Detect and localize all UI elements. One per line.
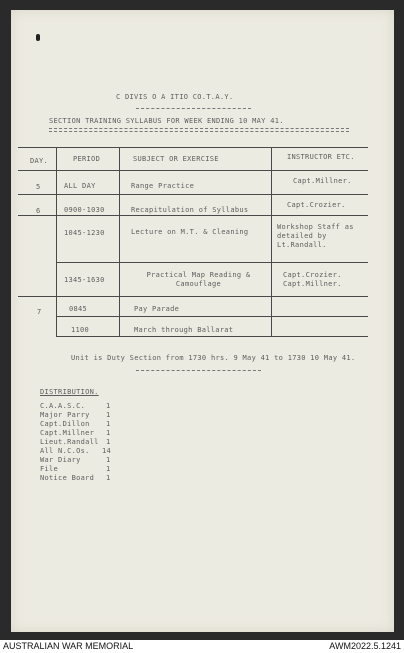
row2-instructor: Capt.Crozier. (287, 201, 346, 209)
row5-day: 7 (37, 308, 42, 316)
row6-period: 1100 (71, 326, 90, 334)
footer-source: AUSTRALIAN WAR MEMORIAL (3, 641, 134, 651)
header-subject: SUBJECT OR EXERCISE (133, 155, 219, 163)
row1-period: ALL DAY (64, 182, 96, 190)
row4-subject: Practical Map Reading & Camouflage (146, 271, 251, 288)
distribution-qty: 1 (106, 429, 111, 437)
distribution-title: DISTRIBUTION. (40, 388, 99, 396)
row5-period: 0845 (69, 305, 88, 313)
duty-note: Unit is Duty Section from 1730 hrs. 9 May 41 to 1730 10 May 41. (71, 354, 356, 362)
footer-accession-number: AWM2022.5.1241 (329, 641, 401, 651)
distribution-qty: 1 (106, 438, 111, 446)
row1-subject: Range Practice (131, 182, 195, 190)
row4-instructor: Capt.Crozier. Capt.Millner. (283, 271, 342, 288)
row2-subject: Recapitulation of Syllabus (131, 206, 249, 214)
distribution-item: Notice Board (40, 474, 95, 482)
distribution-item: Lieut.Randall (40, 438, 99, 446)
distribution-qty: 1 (106, 456, 111, 464)
distribution-qty: 1 (106, 420, 111, 428)
distribution-item: War Diary (40, 456, 81, 464)
distribution-item: All N.C.Os. (40, 447, 90, 455)
document-page (11, 10, 394, 632)
distribution-qty: 1 (106, 465, 111, 473)
distribution-item: Capt.Dillon (40, 420, 90, 428)
subheading-underline (49, 128, 349, 129)
document-subheading: SECTION TRAINING SYLLABUS FOR WEEK ENDING 10 MAY 41. (49, 117, 284, 125)
row3-instructor: Workshop Staff as detailed by Lt.Randall. (277, 223, 354, 249)
distribution-item: Capt.Millner (40, 429, 95, 437)
row1-day: 5 (36, 183, 41, 191)
distribution-item: Major Parry (40, 411, 90, 419)
row2-day: 6 (36, 207, 41, 215)
row5-subject: Pay Parade (134, 305, 180, 313)
header-day: DAY. (30, 157, 49, 165)
document-heading: C DIVIS O A ITIO CO.T.A.Y. (116, 93, 234, 101)
heading-underline (136, 108, 251, 109)
punch-hole (36, 34, 40, 41)
row4-period: 1345-1630 (64, 276, 105, 284)
row3-period: 1045-1230 (64, 229, 105, 237)
distribution-qty: 14 (102, 447, 112, 455)
distribution-qty: 1 (106, 411, 111, 419)
distribution-qty: 1 (106, 474, 111, 482)
row1-instructor: Capt.Millner. (293, 177, 352, 185)
row2-period: 0900-1030 (64, 206, 105, 214)
row6-subject: March through Ballarat (134, 326, 234, 334)
row3-subject: Lecture on M.T. & Cleaning (131, 228, 249, 236)
distribution-qty: 1 (106, 402, 111, 410)
duty-note-underline (136, 370, 261, 371)
distribution-item: File (40, 465, 59, 473)
header-instructor: INSTRUCTOR ETC. (287, 153, 355, 161)
distribution-item: C.A.A.S.C. (40, 402, 86, 410)
footer-bar (0, 640, 404, 653)
header-period: PERIOD (73, 155, 101, 163)
subheading-underline-2 (49, 131, 349, 132)
